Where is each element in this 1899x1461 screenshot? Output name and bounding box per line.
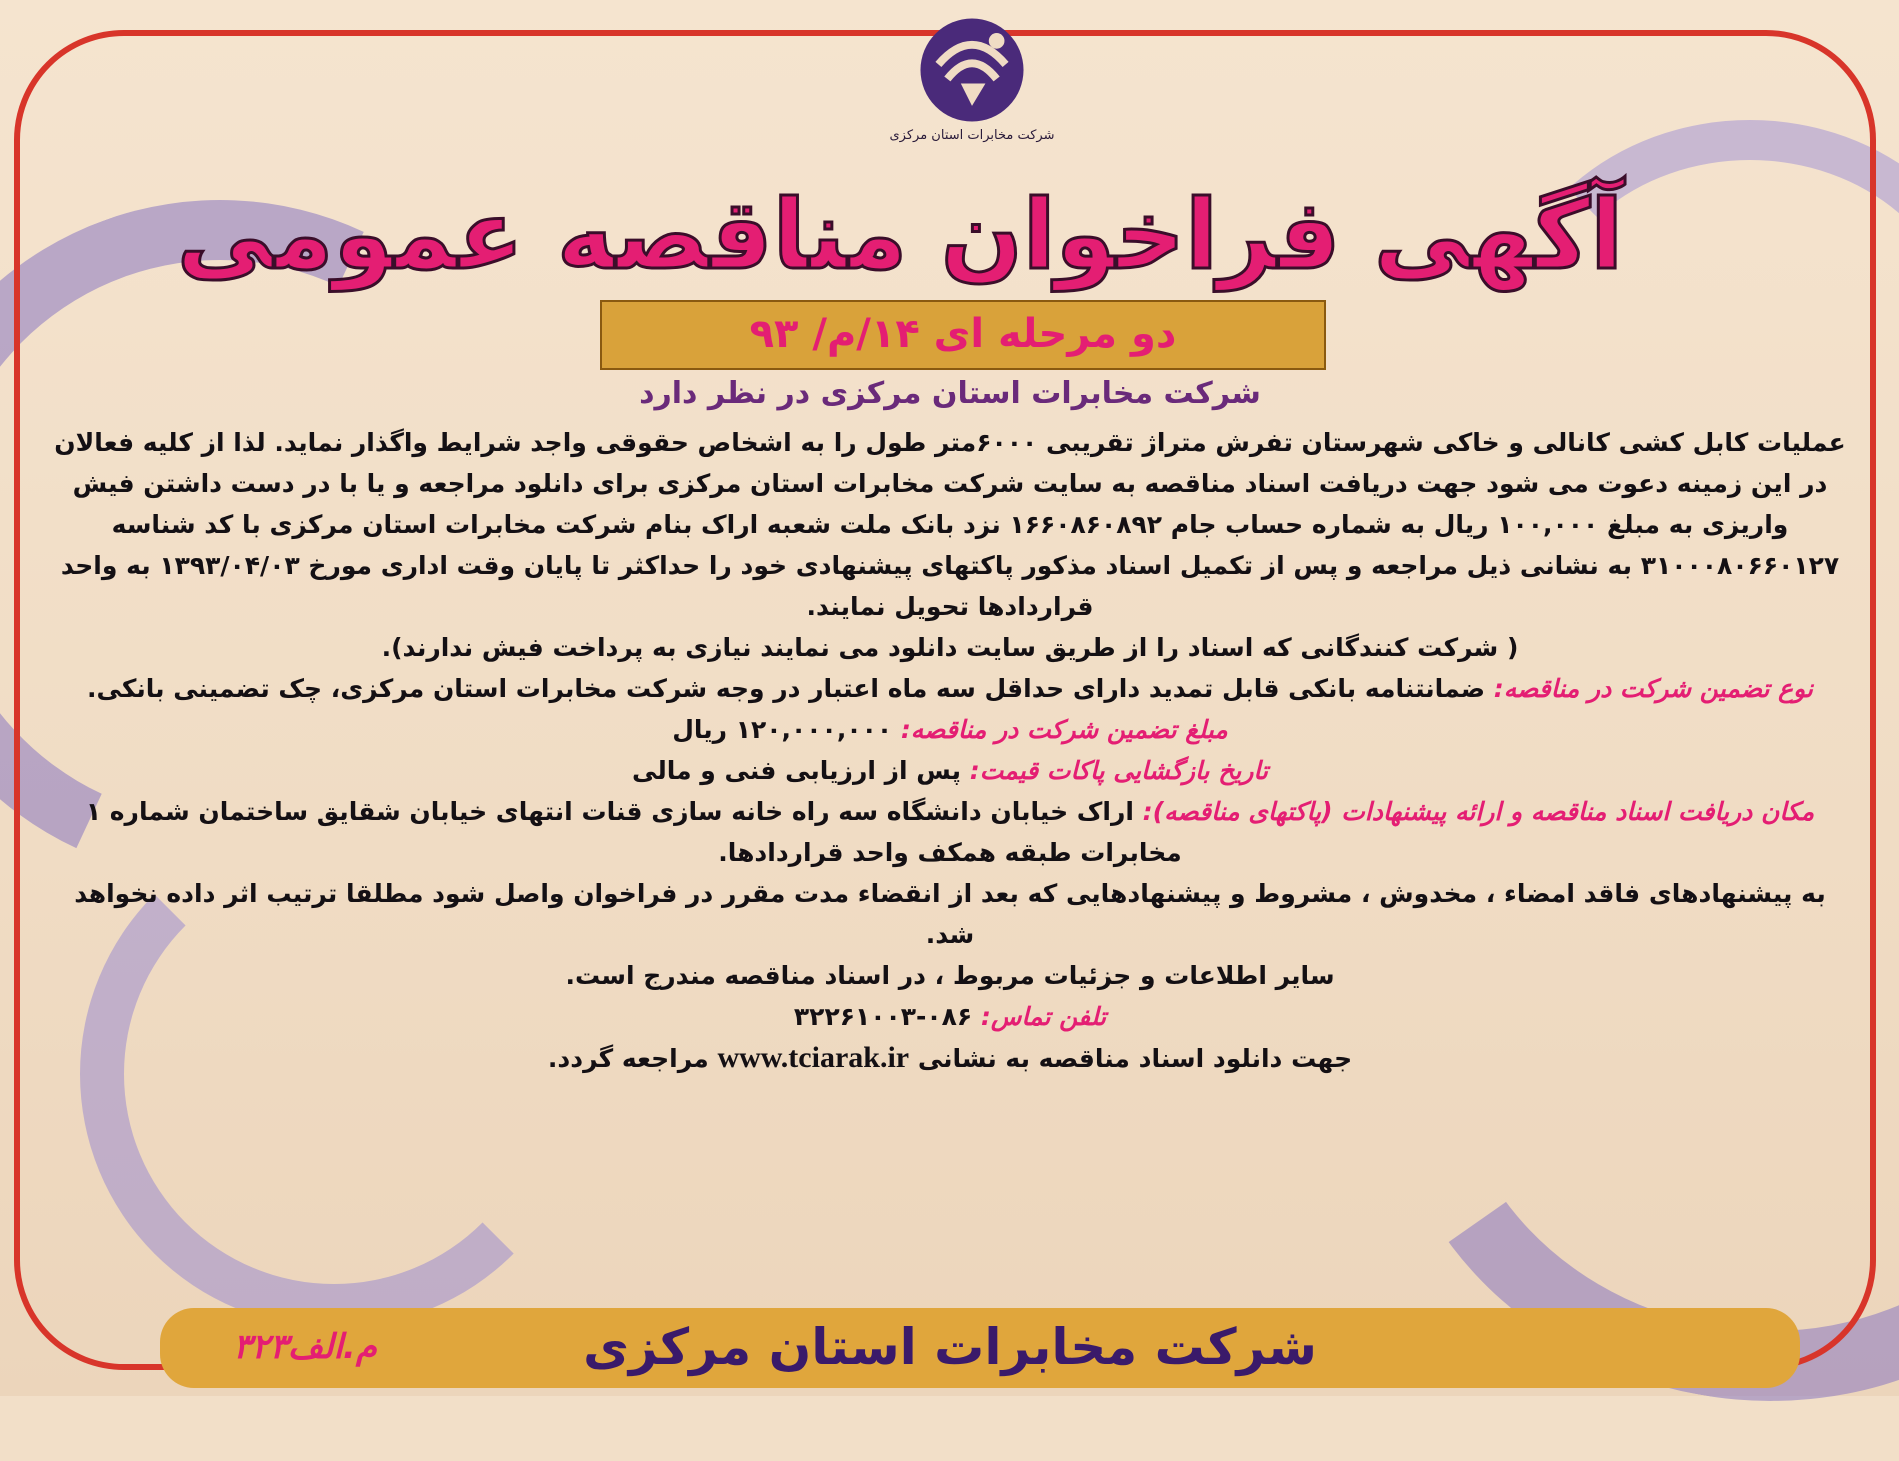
guarantee-type <box>50 668 1850 709</box>
tender-number-banner: دو مرحله ای ۱۴/م/ ۹۳ <box>600 300 1326 370</box>
footer-ad-code: م.الف۳۲۳ <box>233 1327 377 1367</box>
submission-location-label: مکان دریافت اسناد مناقصه و ارائه پیشنهادات (پاکتهای مناقصه): <box>1142 797 1815 826</box>
download-pre: جهت دانلود اسناد مناقصه به نشانی <box>917 1044 1353 1073</box>
more-info-note: سایر اطلاعات و جزئیات مربوط ، در اسناد مناقصه مندرج است. <box>565 961 1335 990</box>
intro-heading: شرکت مخابرات استان مرکزی در نظر دارد <box>639 376 1261 411</box>
opening-date <box>50 750 1850 791</box>
main-paragraph: عملیات کابل کشی کانالی و خاکی شهرستان تفرش متراژ تقریبی ۶۰۰۰متر طول را به اشخاص حقوقی واجد شرایط واگذار نماید. لذا از کلیه فعالان در این زمینه دعوت می شود جهت دریافت اسناد مناقصه به سایت شرکت مخابرات استان مرکزی برای دانلود مراجعه و یا با در دست داشتن فیش واریزی به مبلغ ۱۰۰,۰۰۰ ریال به شماره حساب جام ۱۶۶۰۸۶۰۸۹۲ نزد بانک ملت شعبه اراک بنام شرکت مخابرات استان مرکزی با کد شناسه ۳۱۰۰۰۸۰۶۶۰۱۲۷ به نشانی ذیل مراجعه و پس از تکمیل اسناد مذکور پاکتهای پیشنهادی خود را حداکثر تا پایان وقت اداری مورخ ۱۳۹۳/۰۴/۰۳ به واحد قراردادها تحویل نمایند. <box>54 428 1846 621</box>
company-logo <box>860 14 1084 174</box>
download-line <box>50 1037 1850 1079</box>
guarantee-amount <box>50 709 1850 750</box>
guarantee-type-value: ضمانتنامه بانکی قابل تمدید دارای حداقل سه ماه اعتبار در وجه شرکت مخابرات استان مرکزی، چک تضمینی بانکی. <box>87 674 1485 703</box>
tender-body <box>50 422 1850 1079</box>
submission-location <box>50 791 1850 873</box>
contact-phone <box>50 996 1850 1037</box>
page-title: آگهی فراخوان مناقصه عمومی <box>176 179 1624 291</box>
phone-label: تلفن تماس: <box>980 1002 1107 1031</box>
guarantee-type-label: نوع تضمین شرکت در مناقصه: <box>1493 674 1813 703</box>
logo-caption: شرکت مخابرات استان مرکزی <box>889 128 1055 143</box>
tci-logo-icon <box>916 14 1028 126</box>
download-post: مراجعه گردد. <box>547 1044 709 1073</box>
phone-value: ۰۸۶-۳۲۲۶۱۰۰۳ <box>793 1002 973 1031</box>
submission-location-value: اراک خیابان دانشگاه سه راه خانه سازی قنات انتهای خیابان شقایق ساختمان شماره ۱ مخابرات طبقه همکف واحد قراردادها. <box>85 797 1182 867</box>
footer-company-name: شرکت مخابرات استان مرکزی <box>583 1318 1317 1376</box>
rejection-note: به پیشنهادهای فاقد امضاء ، مخدوش ، مشروط و پیشنهادهایی که بعد از انقضاء مدت مقرر در فراخوان واصل شود مطلقا ترتیب اثر داده نخواهد شد. <box>74 879 1826 949</box>
download-note: ( شرکت کنندگانی که اسناد را از طریق سایت دانلود می نمایند نیازی به پرداخت فیش ندارند). <box>381 633 1519 662</box>
opening-date-label: تاریخ بازگشایی پاکات قیمت: <box>969 756 1268 785</box>
download-url-link[interactable]: www.tciarak.ir <box>717 1041 910 1074</box>
opening-date-value: پس از ارزیابی فنی و مالی <box>632 756 961 785</box>
guarantee-amount-value: ۱۲۰,۰۰۰,۰۰۰ ریال <box>672 715 893 744</box>
guarantee-amount-label: مبلغ تضمین شرکت در مناقصه: <box>900 715 1228 744</box>
